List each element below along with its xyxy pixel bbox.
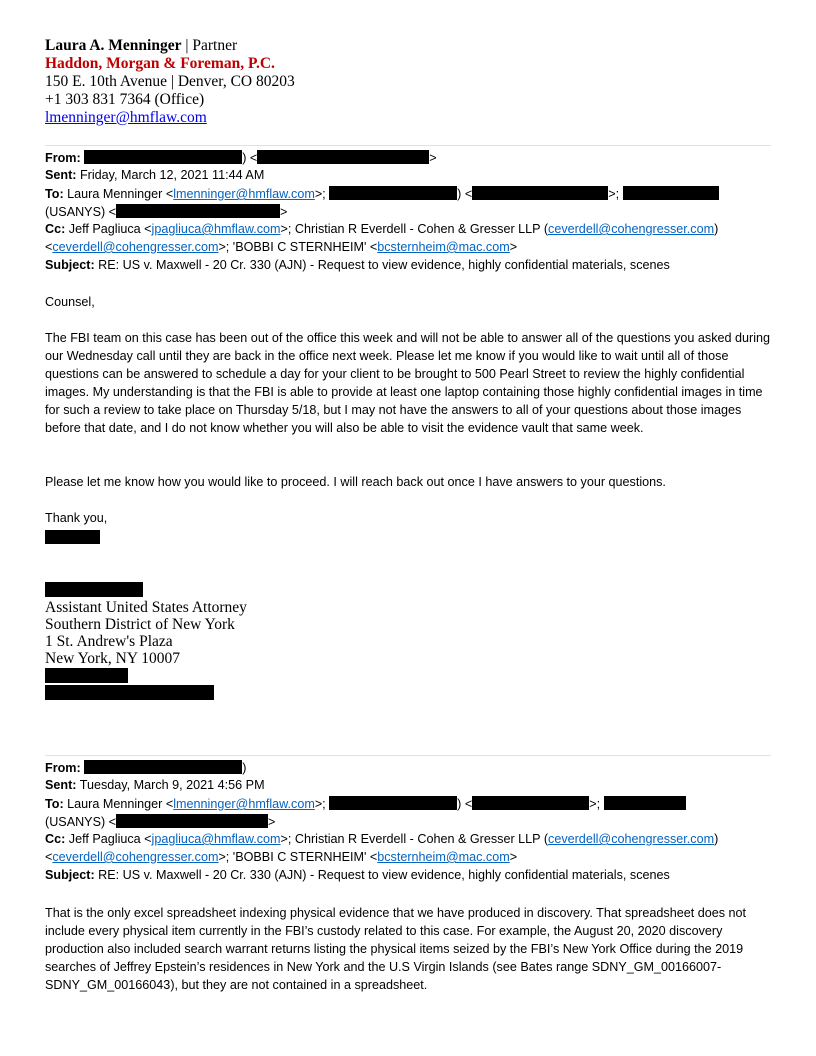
email2-from-line bbox=[45, 760, 246, 775]
cc-label: Cc: bbox=[45, 222, 66, 236]
redaction-box bbox=[45, 668, 128, 683]
redaction-box bbox=[116, 204, 280, 218]
redaction-box bbox=[84, 150, 242, 164]
email1-paragraph-2: Please let me know how you would like to proceed. I will reach back out once I have answers to your questions. bbox=[45, 475, 666, 489]
cc-mid: >; 'BOBBI C STERNHEIM' < bbox=[218, 850, 378, 864]
punct: ) < bbox=[242, 151, 258, 165]
signature-email-link[interactable]: lmenninger@hmflaw.com bbox=[45, 109, 207, 126]
cc-end: > bbox=[509, 850, 518, 864]
sent-value: Tuesday, March 9, 2021 4:56 PM bbox=[76, 778, 265, 792]
email2-usanys-line bbox=[45, 814, 275, 829]
email1-cc-line bbox=[45, 222, 718, 236]
sent-label: Sent: bbox=[45, 168, 77, 182]
cc-email-link[interactable]: ceverdell@cohengresser.com bbox=[52, 240, 219, 254]
email2-to-line bbox=[45, 796, 686, 811]
signature-role: | Partner bbox=[181, 37, 238, 54]
email2-cc-line-2 bbox=[45, 850, 517, 864]
punct: > bbox=[280, 205, 288, 219]
to-prefix: Laura Menninger < bbox=[63, 187, 174, 201]
signature-firm: Haddon, Morgan & Foreman, P.C. bbox=[45, 55, 275, 72]
usanys-text: (USANYS) < bbox=[45, 205, 117, 219]
cc-email-link[interactable]: jpagliuca@hmflaw.com bbox=[151, 222, 281, 236]
punct: > bbox=[268, 815, 276, 829]
cc-label: Cc: bbox=[45, 832, 66, 846]
cc-prefix: < bbox=[45, 240, 53, 254]
redaction-box bbox=[329, 186, 457, 200]
redaction-box bbox=[84, 760, 242, 774]
to-email-link[interactable]: lmenninger@hmflaw.com bbox=[173, 797, 315, 811]
divider bbox=[45, 145, 771, 146]
signature-email-line bbox=[45, 109, 207, 127]
redaction-box bbox=[45, 685, 214, 700]
to-suffix: >; bbox=[314, 187, 326, 201]
email1-from-line bbox=[45, 150, 437, 165]
email2-cc-line bbox=[45, 832, 718, 846]
punct: >; bbox=[589, 797, 601, 811]
aus-street: 1 St. Andrew's Plaza bbox=[45, 633, 173, 650]
cc-email-link[interactable]: ceverdell@cohengresser.com bbox=[52, 850, 219, 864]
punct: >; bbox=[608, 187, 620, 201]
cc-email-link[interactable]: ceverdell@cohengresser.com bbox=[548, 832, 715, 846]
redaction-box bbox=[472, 186, 608, 200]
from-label: From: bbox=[45, 151, 81, 165]
email2-sent-line bbox=[45, 778, 265, 792]
cc-end: > bbox=[509, 240, 518, 254]
redaction-box bbox=[623, 186, 719, 200]
to-prefix: Laura Menninger < bbox=[63, 797, 174, 811]
aus-title: Assistant United States Attorney bbox=[45, 599, 247, 616]
to-label: To: bbox=[45, 187, 64, 201]
email1-paragraph-1: The FBI team on this case has been out of the office this week and will not be able to answer all of the questions you asked during our Wednesday call until they are back in the office next week. Please let me know if you would like to wait until all of those questions can be answered to schedule a day for your client to be brought to 500 Pearl Street to review the highly confidential images. My understanding is that the FBI is able to provide at least one laptop containing those highly confidential images in time for such a review to take place on Thursday 5/18, but I may not have the answers to all of your questions about those images before that date, and I do not know whether you will also be able to visit the evidence vault that same week. bbox=[45, 331, 771, 435]
redaction-box bbox=[45, 530, 100, 544]
redaction-box bbox=[257, 150, 429, 164]
email1-subject-line bbox=[45, 258, 670, 272]
divider bbox=[45, 755, 771, 756]
redaction-box bbox=[45, 582, 143, 597]
email1-greeting: Counsel, bbox=[45, 295, 95, 309]
email1-cc-line-2 bbox=[45, 240, 517, 254]
cc-mid: >; Christian R Everdell - Cohen & Gresser LLP ( bbox=[280, 832, 549, 846]
cc-email-link[interactable]: bcsternheim@mac.com bbox=[377, 850, 510, 864]
sent-value: Friday, March 12, 2021 11:44 AM bbox=[76, 168, 265, 182]
aus-office: Southern District of New York bbox=[45, 616, 235, 633]
punct: ) bbox=[242, 761, 247, 775]
email1-sent-line bbox=[45, 168, 264, 182]
cc-end: ) bbox=[714, 222, 719, 236]
aus-city: New York, NY 10007 bbox=[45, 650, 181, 667]
email1-to-line bbox=[45, 186, 719, 201]
to-suffix: >; bbox=[314, 797, 326, 811]
punct: ) < bbox=[457, 187, 473, 201]
cc-prefix: Jeff Pagliuca < bbox=[65, 832, 152, 846]
cc-prefix: Jeff Pagliuca < bbox=[65, 222, 152, 236]
cc-email-link[interactable]: ceverdell@cohengresser.com bbox=[548, 222, 715, 236]
subject-value: RE: US v. Maxwell - 20 Cr. 330 (AJN) - Request to view evidence, highly confidential materials, scenes bbox=[94, 258, 670, 272]
signature-address: 150 E. 10th Avenue | Denver, CO 80203 bbox=[45, 73, 295, 90]
to-email-link[interactable]: lmenninger@hmflaw.com bbox=[173, 187, 315, 201]
email1-closing: Thank you, bbox=[45, 511, 108, 525]
signature-phone: +1 303 831 7364 (Office) bbox=[45, 91, 205, 108]
redaction-box bbox=[116, 814, 268, 828]
subject-value: RE: US v. Maxwell - 20 Cr. 330 (AJN) - Request to view evidence, highly confidential materials, scenes bbox=[94, 868, 670, 882]
cc-prefix: < bbox=[45, 850, 53, 864]
cc-mid: >; 'BOBBI C STERNHEIM' < bbox=[218, 240, 378, 254]
redaction-box bbox=[472, 796, 589, 810]
cc-end: ) bbox=[714, 832, 719, 846]
redaction-box bbox=[604, 796, 686, 810]
redaction-box bbox=[329, 796, 457, 810]
from-label: From: bbox=[45, 761, 81, 775]
cc-email-link[interactable]: bcsternheim@mac.com bbox=[377, 240, 510, 254]
usanys-text: (USANYS) < bbox=[45, 815, 117, 829]
cc-email-link[interactable]: jpagliuca@hmflaw.com bbox=[151, 832, 281, 846]
signature-name: Laura A. Menninger bbox=[45, 37, 182, 54]
punct: ) < bbox=[457, 797, 473, 811]
sent-label: Sent: bbox=[45, 778, 77, 792]
to-label: To: bbox=[45, 797, 64, 811]
subject-label: Subject: bbox=[45, 258, 95, 272]
subject-label: Subject: bbox=[45, 868, 95, 882]
cc-mid: >; Christian R Everdell - Cohen & Gresser LLP ( bbox=[280, 222, 549, 236]
punct: > bbox=[429, 151, 437, 165]
email1-usanys-line bbox=[45, 204, 287, 219]
email2-paragraph-1: That is the only excel spreadsheet indexing physical evidence that we have produced in discovery. That spreadsheet does not include every physical item currently in the FBI’s custody related to this case. For example, the August 20, 2020 discovery production also included search warrant returns listing the physical items seized by the FBI’s New York Office during the 2019 searches of Jeffrey Epstein’s residences in New York and the U.S Virgin Islands (see Bates range SDNY_GM_00166007-SDNY_GM_00166043), but they are not contained in a spreadsheet. bbox=[45, 906, 747, 992]
signature-name-line bbox=[45, 37, 237, 55]
email2-subject-line bbox=[45, 868, 670, 882]
